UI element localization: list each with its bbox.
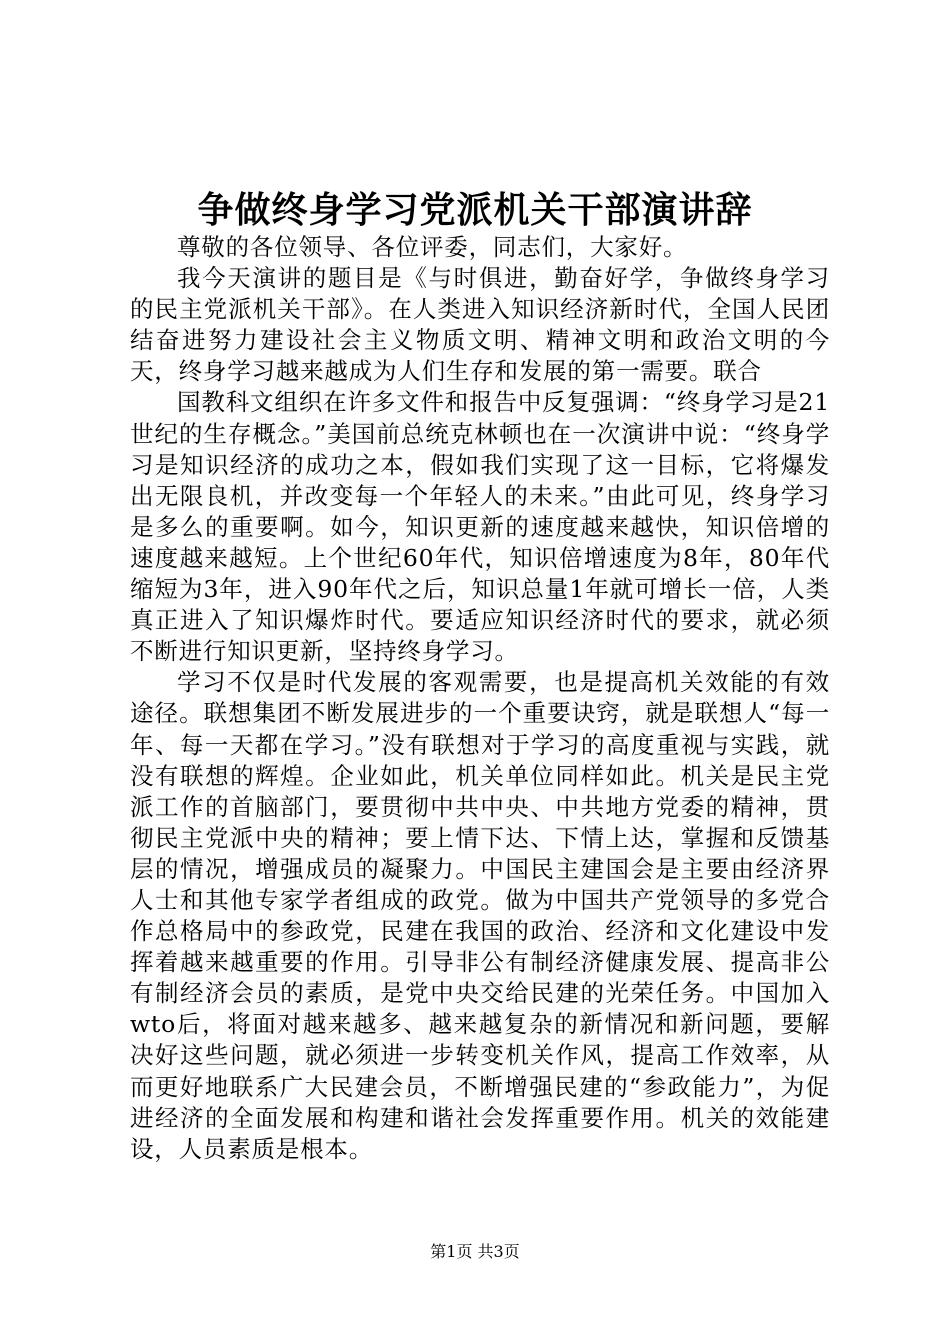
- paragraph-topic: 我今天演讲的题目是《与时俱进，勤奋好学，争做终身学习的民主党派机关干部》。在人类进入知识经济新时代，全国人民团结奋进努力建设社会主义物质文明、精神文明和政治文明的今天，终身学习越来越成为人们生存和发展的第一需要。联合: [130, 264, 830, 386]
- paragraph-greeting: 尊敬的各位领导、各位评委，同志们，大家好。: [177, 233, 688, 261]
- document-title: 争做终身学习党派机关干部演讲辞: [197, 189, 753, 231]
- page-number-footer: 第1页 共3页: [430, 1242, 520, 1261]
- paragraph-unesco: 国教科文组织在许多文件和报告中反复强调：“终身学习是21世纪的生存概念。”美国前总统克林顿也在一次演讲中说：“终身学习是知识经济的成功之本，假如我们实现了这一目标，它将爆发出无限良机，并改变每一个年轻人的未来。”由此可见，终身学习是多么的重要啊。如今，知识更新的速度越来越快，知识倍增的速度越来越短。上个世纪60年代，知识倍增速度为8年，80年代缩短为3年，进入90年代之后，知识总量1年就可增长一倍，人类真正进入了知识爆炸时代。要适应知识经济时代的要求，就必须不断进行知识更新，坚持终身学习。: [130, 388, 830, 666]
- document-body: [130, 232, 830, 1165]
- paragraph-efficiency: 学习不仅是时代发展的客观需要，也是提高机关效能的有效途径。联想集团不断发展进步的一个重要诀窍，就是联想人“每一年、每一天都在学习。”没有联想对于学习的高度重视与实践，就没有联想的辉煌。企业如此，机关单位同样如此。机关是民主党派工作的首脑部门，要贯彻中共中央、中共地方党委的精神，贯彻民主党派中央的精神；要上情下达、下情上达，掌握和反馈基层的情况，增强成员的凝聚力。中国民主建国会是主要由经济界人士和其他专家学者组成的政党。做为中国共产党领导的多党合作总格局中的参政党，民建在我国的政治、经济和文化建设中发挥着越来越重要的作用。引导非公有制经济健康发展、提高非公有制经济会员的素质，是党中央交给民建的光荣任务。中国加入wto后，将面对越来越多、越来越复杂的新情况和新问题，要解决好这些问题，就必须进一步转变机关作风，提高工作效率，从而更好地联系广大民建会员，不断增强民建的“参政能力”，为促进经济的全面发展和构建和谐社会发挥重要作用。机关的效能建设，人员素质是根本。: [130, 668, 830, 1163]
